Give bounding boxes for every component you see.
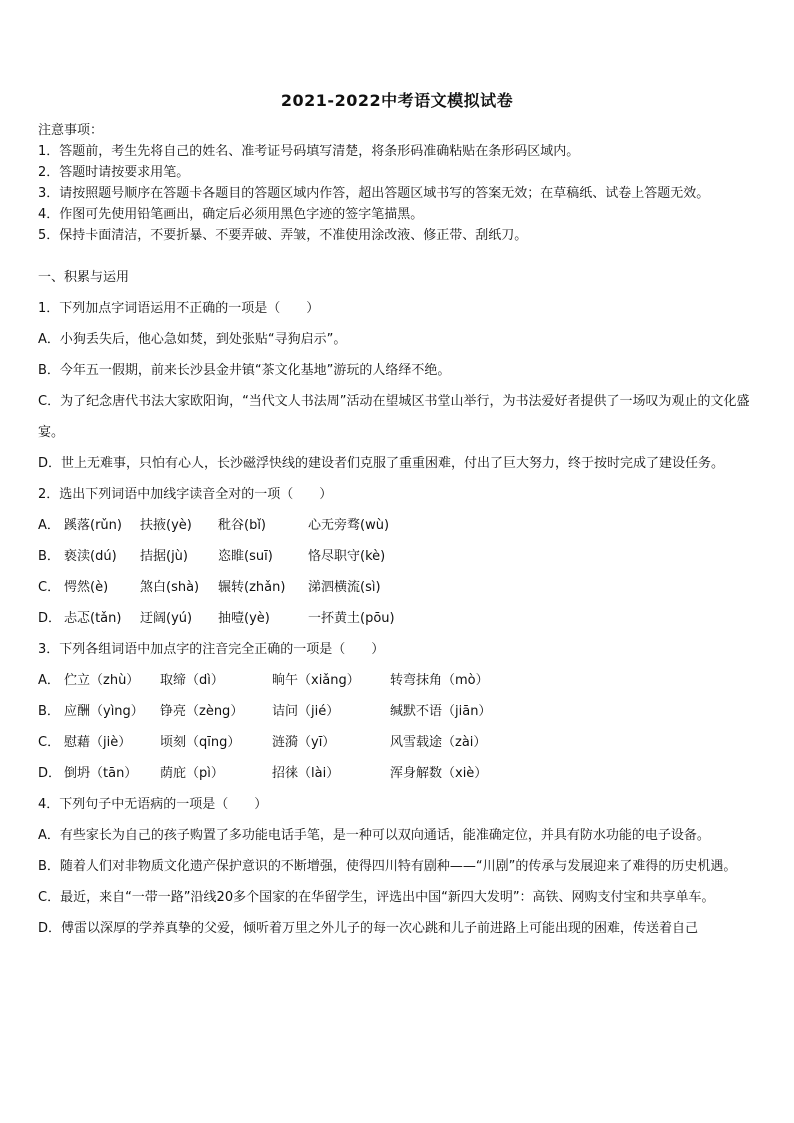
page-title: 2021-2022中考语文模拟试卷	[280, 91, 514, 110]
option-word: 招徕（lài）	[272, 766, 340, 781]
option-label: A．	[38, 673, 60, 688]
option-label: D．	[38, 611, 62, 626]
question-2-stem: 2．选出下列词语中加线字读音全对的一项（ ）	[38, 487, 333, 502]
option-label: A．	[38, 518, 60, 533]
option-word: 涕泗横流(sì)	[308, 580, 381, 595]
option-word: 荫庇（pì）	[160, 766, 224, 781]
question-4-option-a: A．有些家长为自己的孩子购置了多功能电话手笔，是一种可以双向通话，能准确定位，并具有防水功能的电子设备。	[38, 828, 710, 843]
option-word: 倒坍（tān）	[64, 766, 138, 781]
section-heading: 一、积累与运用	[38, 270, 130, 285]
option-word: 伫立（zhù）	[64, 673, 140, 688]
option-label: B．	[38, 704, 60, 719]
option-word: 转弯抹角（mò）	[390, 673, 489, 688]
question-4-stem: 4．下列句子中无语病的一项是（ ）	[38, 797, 268, 812]
question-1-option-b: B．今年五一假期，前来长沙县金井镇“茶文化基地”游玩的人络绎不绝。	[38, 363, 451, 378]
question-2-option-b	[38, 541, 766, 572]
notice-block	[38, 120, 778, 246]
notice-item: 2．答题时请按要求用笔。	[38, 165, 190, 180]
question-3-option-a	[38, 665, 766, 696]
notice-item: 5．保持卡面清洁，不要折暴、不要弄破、弄皱，不准使用涂改液、修正带、刮纸刀。	[38, 228, 528, 243]
notice-item: 4．作图可先使用铅笔画出，确定后必须用黑色字迹的签字笔描黑。	[38, 207, 424, 222]
option-label: B．	[38, 549, 60, 564]
question-4-option-b: B．随着人们对非物质文化遗产保护意识的不断增强，使得四川特有剧种——“川剧”的传承与发展迎来了难得的历史机遇。	[38, 859, 737, 874]
option-label: C．	[38, 735, 61, 750]
question-3-stem: 3．下列各组词语中加点字的注音完全正确的一项是（ ）	[38, 642, 385, 657]
option-word: 秕谷(bǐ)	[218, 518, 267, 533]
question-3-option-c	[38, 727, 766, 758]
option-word: 蹊落(rǔn)	[64, 518, 122, 533]
option-word: 缄默不语（jiān）	[390, 704, 492, 719]
question-4-option-c: C．最近，来自“一带一路”沿线20多个国家的在华留学生，评选出中国“新四大发明”：高铁、网购支付宝和共享单车。	[38, 890, 715, 905]
question-4-option-d: D．傅雷以深厚的学养真挚的父爱，倾听着万里之外儿子的每一次心跳和儿子前进路上可能出现的困难，传送着自己	[38, 921, 699, 936]
option-word: 慰藉（jiè）	[64, 735, 132, 750]
option-label: D．	[38, 766, 62, 781]
notice-item: 1．答题前，考生先将自己的姓名、准考证号码填写清楚，将条形码准确粘贴在条形码区域内。	[38, 144, 580, 159]
option-word: 取缔（dì）	[160, 673, 224, 688]
option-word: 辗转(zhǎn)	[218, 580, 286, 595]
option-word: 忐忑(tǎn)	[64, 611, 122, 626]
question-2-option-c	[38, 572, 766, 603]
option-word: 涟漪（yī）	[272, 735, 336, 750]
question-1-option-d: D．世上无难事，只怕有心人，长沙磁浮快线的建设者们克服了重重困难，付出了巨大努力，终于按时完成了建设任务。	[38, 456, 725, 471]
option-word: 晌午（xiǎng）	[272, 673, 360, 688]
exam-body	[38, 262, 766, 944]
option-label: C．	[38, 580, 61, 595]
question-2-option-a	[38, 510, 766, 541]
option-word: 煞白(shà)	[140, 580, 200, 595]
question-3-option-b	[38, 696, 766, 727]
option-word: 铮亮（zèng）	[160, 704, 244, 719]
option-word: 抽噎(yè)	[218, 611, 270, 626]
option-word: 一抔黄土(pōu)	[308, 611, 395, 626]
option-word: 愕然(è)	[64, 580, 109, 595]
question-1-option-c: C．为了纪念唐代书法大家欧阳询，“当代文人书法周”活动在望城区书堂山举行，为书法爱好者提供了一场叹为观止的文化盛宴。	[38, 394, 750, 440]
question-3-option-d	[38, 758, 766, 789]
option-word: 拮据(jù)	[140, 549, 188, 564]
option-word: 顷刻（qīng）	[160, 735, 241, 750]
option-word: 亵渎(dú)	[64, 549, 117, 564]
question-1-option-a: A．小狗丢失后，他心急如焚，到处张贴“寻狗启示”。	[38, 332, 347, 347]
question-1-stem: 1．下列加点字词语运用不正确的一项是（ ）	[38, 301, 320, 316]
notice-heading: 注意事项：	[38, 123, 104, 138]
option-word: 恣睢(suī)	[218, 549, 273, 564]
option-word: 诘问（jié）	[272, 704, 340, 719]
option-word: 迂阔(yú)	[140, 611, 193, 626]
option-word: 恪尽职守(kè)	[308, 549, 386, 564]
question-2-option-d	[38, 603, 766, 634]
option-word: 应酬（yìng）	[64, 704, 144, 719]
option-word: 风雪载途（zài）	[390, 735, 487, 750]
notice-item: 3．请按照题号顺序在答题卡各题目的答题区域内作答，超出答题区域书写的答案无效；在草稿纸、试卷上答题无效。	[38, 186, 710, 201]
option-word: 浑身解数（xiè）	[390, 766, 488, 781]
option-word: 扶掖(yè)	[140, 518, 192, 533]
option-word: 心无旁骛(wù)	[308, 518, 390, 533]
